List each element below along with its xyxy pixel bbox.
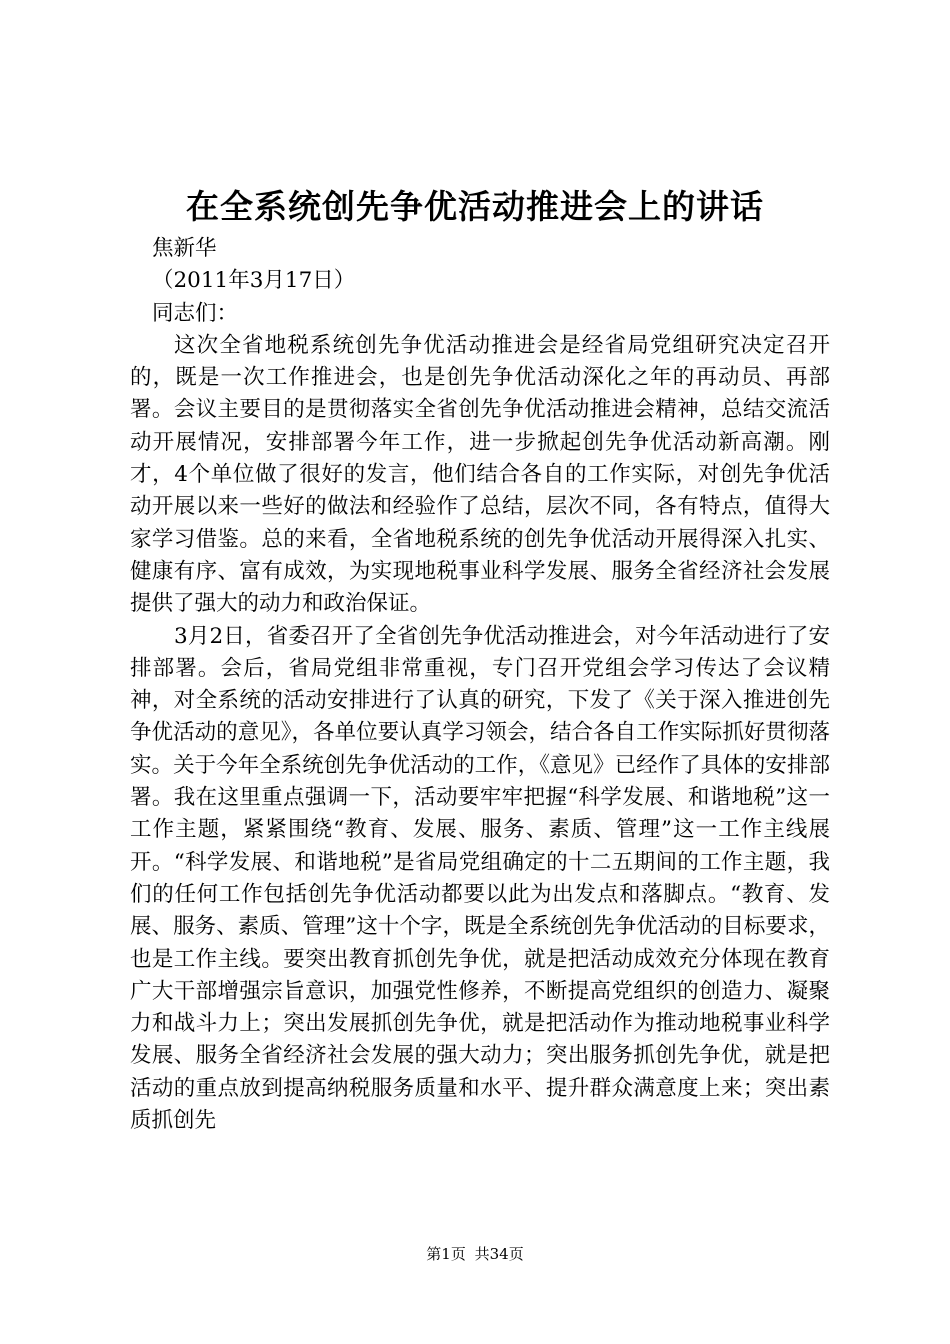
date-line: （2011年3月17日） bbox=[152, 268, 356, 294]
salutation: 同志们： bbox=[152, 300, 239, 326]
page-total: 共34页 bbox=[474, 1245, 524, 1263]
paragraph-1: 这次全省地税系统创先争优活动推进会是经省局党组研究决定召开的，既是一次工作推进会，也是创先争优活动深化之年的再动员、再部署。会议主要目的是贯彻落实全省创先争优活动推进会精神，总结交流活动开展情况，安排部署今年工作，进一步掀起创先争优活动新高潮。刚才，4个单位做了很好的发言，他们结合各自的工作实际，对创先争优活动开展以来一些好的做法和经验作了总结，层次不同，各有特点，值得大家学习借鉴。总的来看，全省地税系统的创先争优活动开展得深入扎实、健康有序、富有成效，为实现地税事业科学发展、服务全省经济社会发展提供了强大的动力和政治保证。 bbox=[130, 332, 830, 617]
page-footer bbox=[0, 1244, 950, 1264]
page-number: 第1页 bbox=[426, 1245, 466, 1263]
paragraph-2: 3月2日，省委召开了全省创先争优活动推进会，对今年活动进行了安排部署。会后，省局党组非常重视，专门召开党组会学习传达了会议精神，对全系统的活动安排进行了认真的研究，下发了《关于深入推进创先争优活动的意见》，各单位要认真学习领会，结合各自工作实际抓好贯彻落实。关于今年全系统创先争优活动的工作，《意见》已经作了具体的安排部署。我在这里重点强调一下，活动要牢牢把握“科学发展、和谐地税”这一工作主题，紧紧围绕“教育、发展、服务、素质、管理”这一工作主线展开。“科学发展、和谐地税”是省局党组确定的十二五期间的工作主题，我们的任何工作包括创先争优活动都要以此为出发点和落脚点。“教育、发展、服务、素质、管理”这十个字，既是全系统创先争优活动的目标要求，也是工作主线。要突出教育抓创先争优，就是把活动成效充分体现在教育广大干部增强宗旨意识，加强党性修养，不断提高党组织的创造力、凝聚力和战斗力上；突出发展抓创先争优，就是把活动作为推动地税事业科学发展、服务全省经济社会发展的强大动力；突出服务抓创先争优，就是把活动的重点放到提高纳税服务质量和水平、提升群众满意度上来；突出素质抓创先 bbox=[130, 623, 830, 1134]
document-body bbox=[130, 233, 830, 1137]
author-line: 焦新华 bbox=[152, 236, 217, 261]
document-title: 在全系统创先争优活动推进会上的讲话 bbox=[186, 187, 764, 226]
